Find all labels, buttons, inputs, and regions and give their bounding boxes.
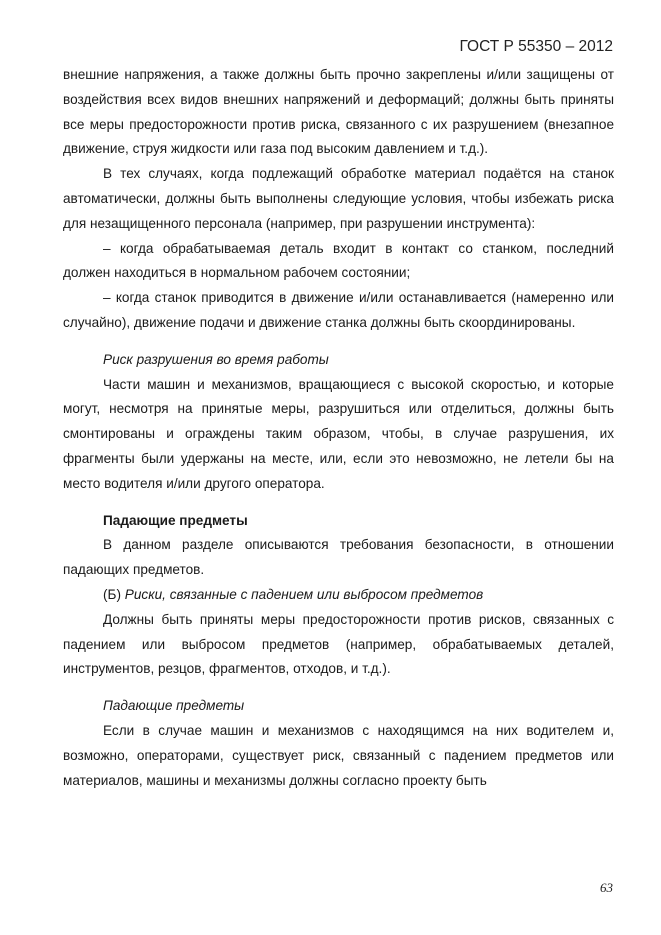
paragraph: В тех случаях, когда подлежащий обработке материал подаётся на станок автоматически, должны быть выполнены следующие условия, чтобы избежать риска для незащищенного персонала (например, при разрушении инструмента): [63,166,614,231]
document-body [63,63,614,793]
paragraph: Должны быть приняты меры предосторожности против рисков, связанных с падением или выбросом предметов (например, обрабатываемых деталей, инструментов, резцов, фрагментов, отходов, и т.д.). [63,611,614,677]
section-subheading: Риск разрушения во время работы [103,351,329,367]
subsection-title: Риски, связанные с падением или выбросом предметов [124,586,484,602]
document-header: ГОСТ Р 55350 – 2012 [459,38,613,55]
list-item: – когда обрабатываемая деталь входит в контакт со станком, последний должен находиться в нормальном рабочем состоянии; [63,240,614,281]
page-number: 63 [600,880,613,895]
subsection-line [63,583,614,608]
section-subheading: Падающие предметы [103,698,245,714]
paragraph: В данном разделе описываются требования безопасности, в отношении падающих предметов. [63,537,614,578]
list-item: – когда станок приводится в движение и/или останавливается (намеренно или случайно), движение подачи и движение станка должны быть скоординированы. [63,290,614,330]
paragraph: Части машин и механизмов, вращающиеся с высокой скоростью, и которые могут, несмотря на принятые меры, разрушиться или отделиться, должны быть смонтированы и ограждены таким образом, чтобы, в случае разрушения, их фрагменты были удержаны на месте, или, если это невозможно, не летели бы на место водителя и/или другого оператора. [63,376,614,491]
paragraph: внешние напряжения, а также должны быть прочно закреплены и/или защищены от воздействия всех видов внешних напряжений и деформаций; должны быть приняты все меры предосторожности против риска, связанного с их разрушением (внезапное движение, струя жидкости или газа под высоким давлением и т.д.). [63,67,614,157]
section-heading: Падающие предметы [103,512,248,528]
subsection-number: (Б) [103,586,125,602]
paragraph: Если в случае машин и механизмов с находящимся на них водителем и, возможно, операторами, существует риск, связанный с падением предметов или материалов, машины и механизмы должны согласно проекту быть [63,722,614,788]
